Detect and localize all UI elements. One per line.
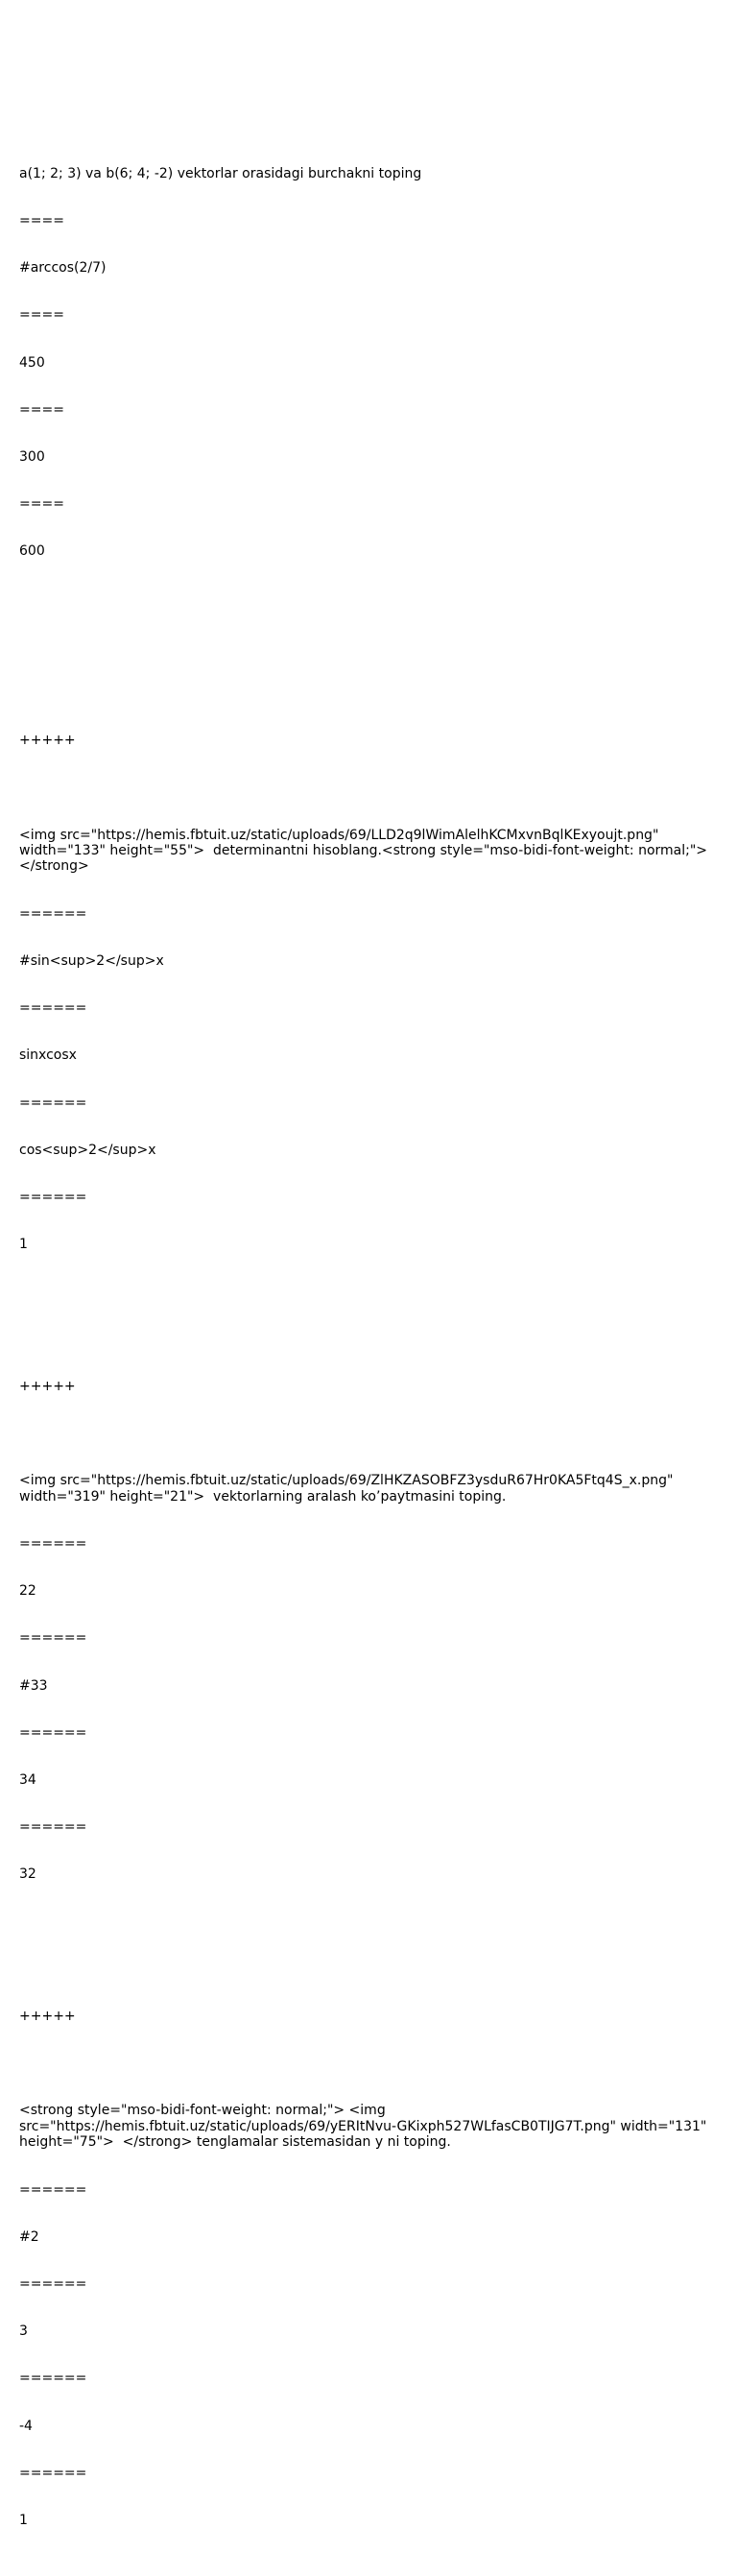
spacer [19,2056,725,2071]
question-block-separator: +++++ [19,733,76,749]
spacer [19,1426,725,1441]
question-4-prompt: <strong style="mso-bidi-font-weight: normal;"> <img src="https://hemis.fbtuit.uz/static/uploads/69/yERItNvu-GKixph527WLfasCB0TIJG7T.png" width="131" height="75"> </strong> tenglamalar sistemasidan y ni toping. [19,2103,711,2151]
question-block-separator: +++++ [19,1378,76,1394]
option-separator: ====== [19,1724,87,1741]
question-2-prompt: <img src="https://hemis.fbtuit.uz/static/uploads/69/LLD2q9lWimAlelhKCMxvnBqlKExyoujt.png" width="133" height="55"> determinantni hisoblang.<strong style="mso-bidi-font-weight: normal;"> </strong> [19,827,712,875]
option-separator: ==== [19,496,64,513]
option-separator: ====== [19,905,87,922]
option-separator: ====== [19,1535,87,1552]
spacer [19,1930,725,1945]
question-2-option-3: cos<sup>2</sup>x [19,1142,156,1158]
question-1-option-2: 450 [19,354,45,371]
spacer [19,607,725,670]
option-separator: ====== [19,1095,87,1111]
question-4-option-2: 3 [19,2323,28,2340]
question-2-option-4: 1 [19,1237,28,1253]
question-3-option-2: #33 [19,1677,48,1694]
question-1-prompt: a(1; 2; 3) va b(6; 4; -2) vektorlar orasidagi burchakni toping [19,165,422,181]
question-3-prompt: <img src="https://hemis.fbtuit.uz/static/uploads/69/ZlHKZASOBFZ3ysduR67Hr0KA5Ftq4S_x.png" width="319" height="21"> vektorlarning aralash ko’paytmasini toping. [19,1473,678,1505]
question-4-option-3: -4 [19,2418,33,2434]
question-4-option-1: #2 [19,2228,39,2245]
option-separator: ====== [19,1189,87,1205]
spacer [19,1300,725,1315]
question-3-option-1: 22 [19,1583,36,1600]
question-2-option-1: #sin<sup>2</sup>x [19,952,164,969]
question-4-option-4: 1 [19,2513,28,2529]
option-separator: ====== [19,1000,87,1017]
question-2-option-2: sinxcosx [19,1047,77,1064]
option-separator: ==== [19,307,64,324]
question-1-option-3: 300 [19,448,45,465]
option-separator: ====== [19,2181,87,2198]
question-block-separator: +++++ [19,2009,76,2025]
option-separator: ====== [19,2465,87,2481]
option-separator: ====== [19,1630,87,1647]
question-3-option-3: 34 [19,1771,36,1788]
option-separator: ====== [19,1819,87,1836]
option-separator: ==== [19,401,64,418]
document-body [19,103,725,2576]
question-3-option-4: 32 [19,1866,36,1883]
question-1-option-1: #arccos(2/7) [19,260,107,277]
spacer [19,780,725,795]
option-separator: ====== [19,2371,87,2387]
option-separator: ====== [19,2275,87,2292]
question-1-option-4: 600 [19,543,45,560]
option-separator: ==== [19,212,64,229]
